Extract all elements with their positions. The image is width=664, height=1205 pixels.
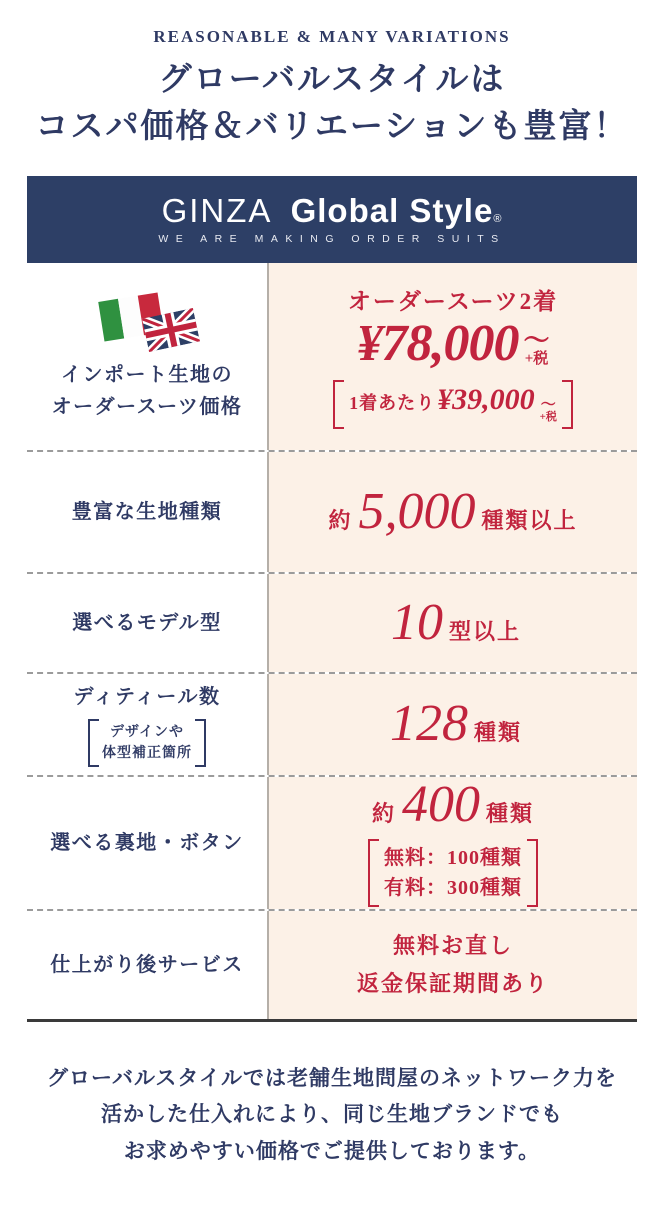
registered-trademark-icon: ® [493,212,503,225]
detail-count-number: 128 [389,695,468,753]
table-row-lining-buttons [27,775,637,909]
lining-count-number: 400 [402,775,480,833]
eyebrow-text: REASONABLE & MANY VARIATIONS [153,27,511,46]
row-value-fabric-types [267,452,637,572]
row-label-lining-buttons: 選べる裏地・ボタン [27,777,267,909]
model-count-number: 10 [390,593,443,651]
lining-detail-bracket: 無料：100種類 有料：300種類 [368,839,538,907]
table-row-fabric-types [27,450,637,572]
row-value-import-fabric-price [267,263,637,450]
price-amount: ¥78,000 [356,315,519,373]
fabric-count: 約 5,000 種類以上 [328,482,578,540]
brand-tagline: WE ARE MAKING ORDER SUITS [158,232,506,245]
price-tax-note: ～ +税 [523,326,550,367]
comparison-table [27,176,637,1022]
row-value-after-service [267,911,637,1019]
row-label-after-service: 仕上がり後サービス [27,911,267,1019]
detail-count: 128 種類 [389,695,522,753]
model-count: 10 型以上 [390,593,521,651]
fabric-count-number: 5,000 [358,482,476,540]
row-label-import-fabric [27,263,267,450]
page-title [0,57,664,151]
italy-uk-flags-icon [91,289,203,355]
row-value-model-types [267,574,637,672]
brand-logo-ginza: GINZA [161,191,273,229]
row-label-detail-count: ディティール数 デザインや 体型補正箇所 [27,674,267,775]
per-suit-tax-note: ～ +税 [539,397,557,424]
page-title-line2: コスパ価格＆バリエーションも豊富！ [35,108,629,145]
main-price [356,315,550,373]
per-suit-price-bracket: 1着あたり ¥39,000 ～ +税 [333,380,573,429]
detail-note-bracket: デザインや 体型補正箇所 [88,719,206,767]
table-row-model-types [27,572,637,672]
row-label-text: インポート生地の オーダースーツ価格 [51,364,243,419]
row-label-model-types: 選べるモデル型 [27,574,267,672]
table-row-import-fabric-price [27,263,637,450]
page-title-line1: グローバルスタイルは [158,62,506,98]
brand-header [27,176,637,263]
suit-offer-title: オーダースーツ2着 [347,289,559,315]
row-value-lining-buttons [267,777,637,909]
footer-note: グローバルスタイルでは老舗生地問屋のネットワーク力を 活かした仕入れにより、同じ生地ブランドでも お求めやすい価格でご提供しております。 [47,1065,617,1164]
lining-count: 約 400 種類 [371,775,535,833]
brand-logo [161,191,503,229]
row-value-detail-count [267,674,637,775]
promo-page [0,27,664,1170]
after-service-text: 無料お直し 返金保証期間あり [356,933,549,996]
table-row-detail-count [27,672,637,775]
brand-logo-global-style: Global Style [290,191,494,229]
row-label-fabric-types: 豊富な生地種類 [27,452,267,572]
per-suit-price-amount: ¥39,000 [437,383,535,417]
table-row-after-service [27,909,637,1019]
